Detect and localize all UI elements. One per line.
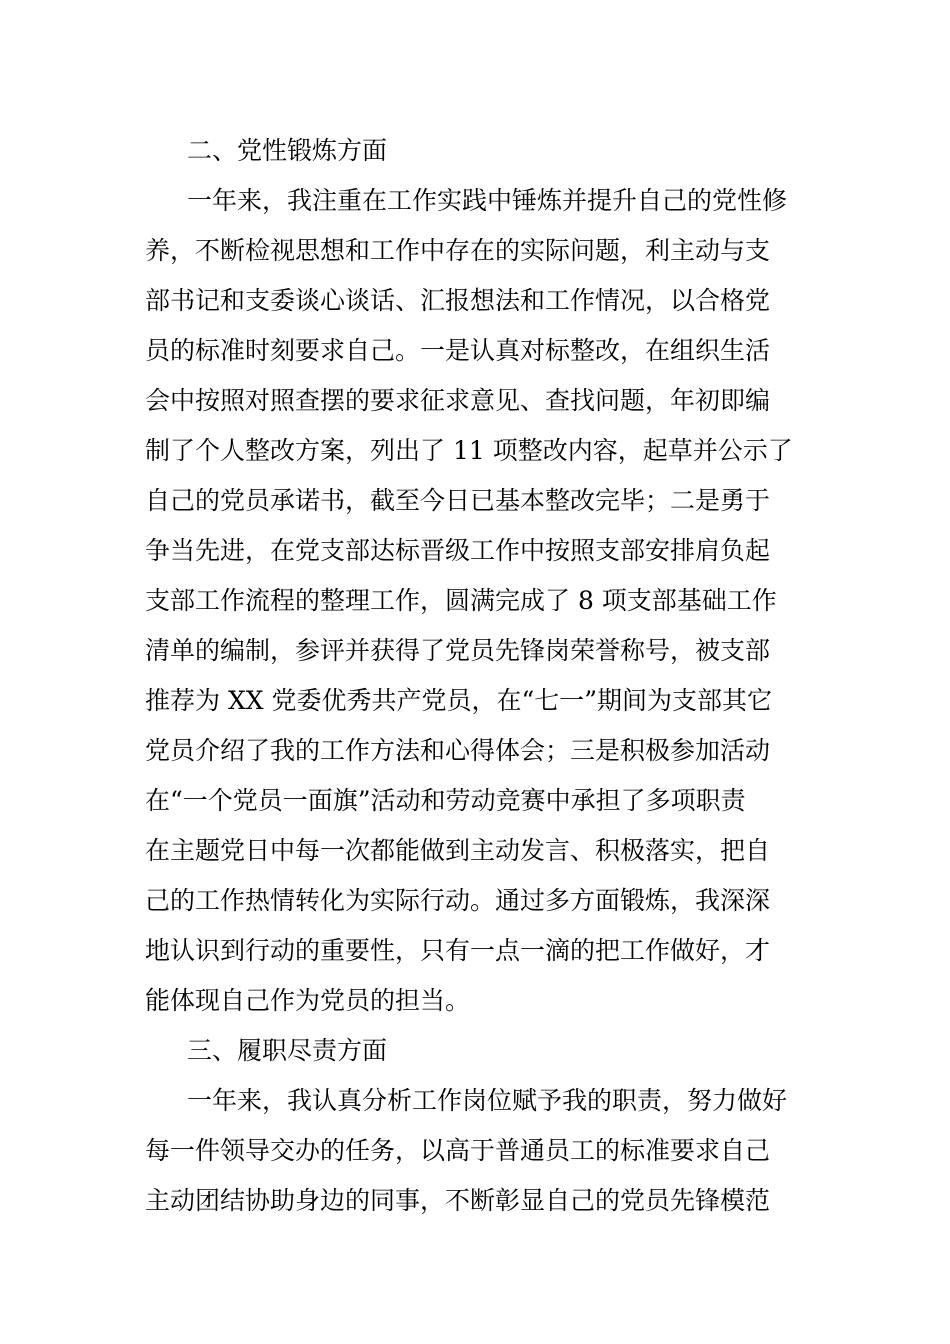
paragraph-line: 党员介绍了我的工作方法和心得体会；三是积极参加活动 (145, 736, 771, 765)
paragraph-line: 自己的党员承诺书，截至今日已基本整改完毕；二是勇于 (145, 486, 771, 515)
paragraph-line: 己的工作热情转化为实际行动。通过多方面锻炼，我深深 (145, 886, 771, 915)
paragraph-line: 会中按照对照查摆的要求征求意见、查找问题，年初即编 (145, 386, 771, 415)
paragraph-line: 部书记和支委谈心谈话、汇报想法和工作情况，以合格党 (145, 286, 771, 315)
paragraph-line: 清单的编制，参评并获得了党员先锋岗荣誉称号，被支部 (145, 636, 771, 665)
section-heading-duty: 三、履职尽责方面 (187, 1036, 388, 1065)
paragraph-line: 推荐为 XX 党委优秀共产党员，在“七一”期间为支部其它 (145, 686, 773, 715)
paragraph-line: 主动团结协助身边的同事，不断彰显自己的党员先锋模范 (145, 1186, 771, 1215)
paragraph-line: 能体现自己作为党员的担当。 (145, 986, 471, 1015)
paragraph-line: 每一件领导交办的任务，以高于普通员工的标准要求自己 (145, 1136, 771, 1165)
paragraph-line: 在主题党日中每一次都能做到主动发言、积极落实，把自 (145, 836, 771, 865)
paragraph-line: 支部工作流程的整理工作，圆满完成了 8 项支部基础工作 (145, 586, 777, 615)
paragraph-line: 一年来，我认真分析工作岗位赋予我的职责，努力做好 (187, 1086, 788, 1115)
paragraph-line: 员的标准时刻要求自己。一是认真对标整改，在组织生活 (145, 336, 771, 365)
paragraph-line: 争当先进，在党支部达标晋级工作中按照支部安排肩负起 (145, 536, 771, 565)
section-heading-party-spirit: 二、党性锻炼方面 (187, 136, 388, 165)
paragraph-line: 在“一个党员一面旗”活动和劳动竞赛中承担了多项职责 (145, 786, 746, 815)
paragraph-line: 一年来，我注重在工作实践中锤炼并提升自己的党性修 (187, 186, 788, 215)
paragraph-line: 养，不断检视思想和工作中存在的实际问题，利主动与支 (145, 236, 771, 265)
paragraph-line: 地认识到行动的重要性，只有一点一滴的把工作做好，才 (145, 936, 771, 965)
paragraph-line: 制了个人整改方案，列出了 11 项整改内容，起草并公示了 (145, 436, 793, 465)
